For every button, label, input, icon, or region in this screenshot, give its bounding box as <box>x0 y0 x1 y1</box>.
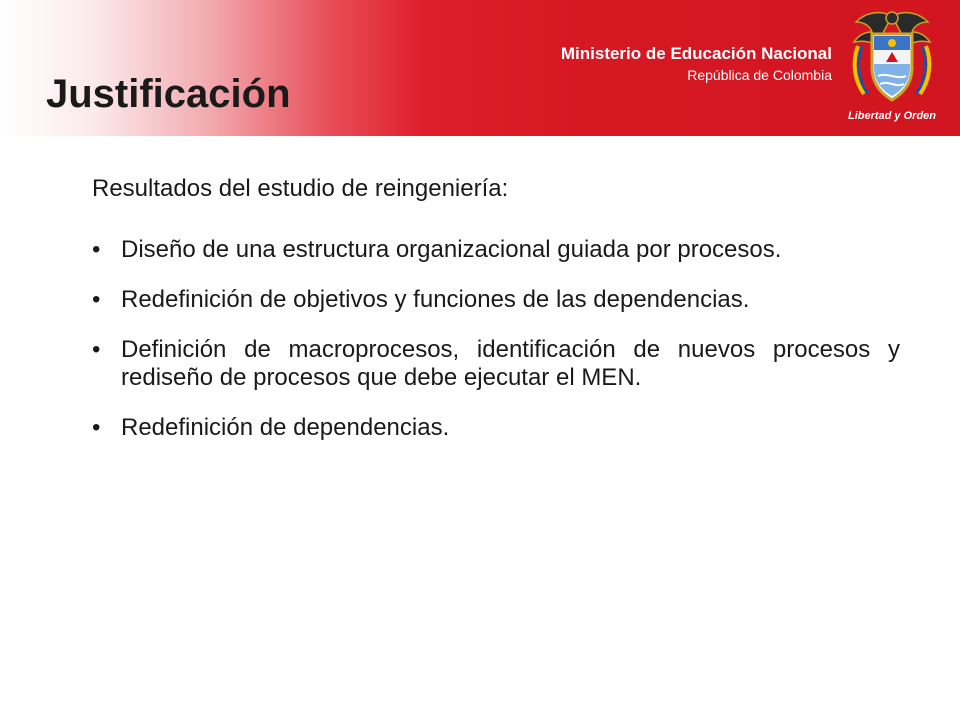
list-item <box>92 286 900 314</box>
bullet-icon: • <box>92 286 101 313</box>
colombia-coat-of-arms-icon <box>842 6 942 130</box>
bullet-text: Redefinición de objetivos y funciones de las dependencias. <box>121 286 750 313</box>
ministry-subtitle: República de Colombia <box>687 67 832 83</box>
list-item <box>92 236 900 264</box>
ministry-block <box>561 44 832 86</box>
bullet-icon: • <box>92 414 101 441</box>
bullet-text: Definición de macroprocesos, identificación de nuevos procesos y rediseño de procesos que debe ejecutar el MEN. <box>121 336 900 391</box>
intro-text: Resultados del estudio de reingeniería: <box>92 175 509 202</box>
bullet-text: Diseño de una estructura organizacional guiada por procesos. <box>121 236 782 263</box>
bullet-icon: • <box>92 336 101 363</box>
ministry-name: Ministerio de Educación Nacional <box>560 44 832 63</box>
crest-motto: Libertad y Orden <box>847 110 937 122</box>
list-item <box>92 414 900 442</box>
slide-title: Justificación <box>46 72 291 116</box>
bullet-text: Redefinición de dependencias. <box>121 414 450 441</box>
crest-graphic <box>842 6 942 110</box>
list-item <box>92 336 900 392</box>
bullet-list <box>92 236 900 464</box>
bullet-icon: • <box>92 236 101 263</box>
